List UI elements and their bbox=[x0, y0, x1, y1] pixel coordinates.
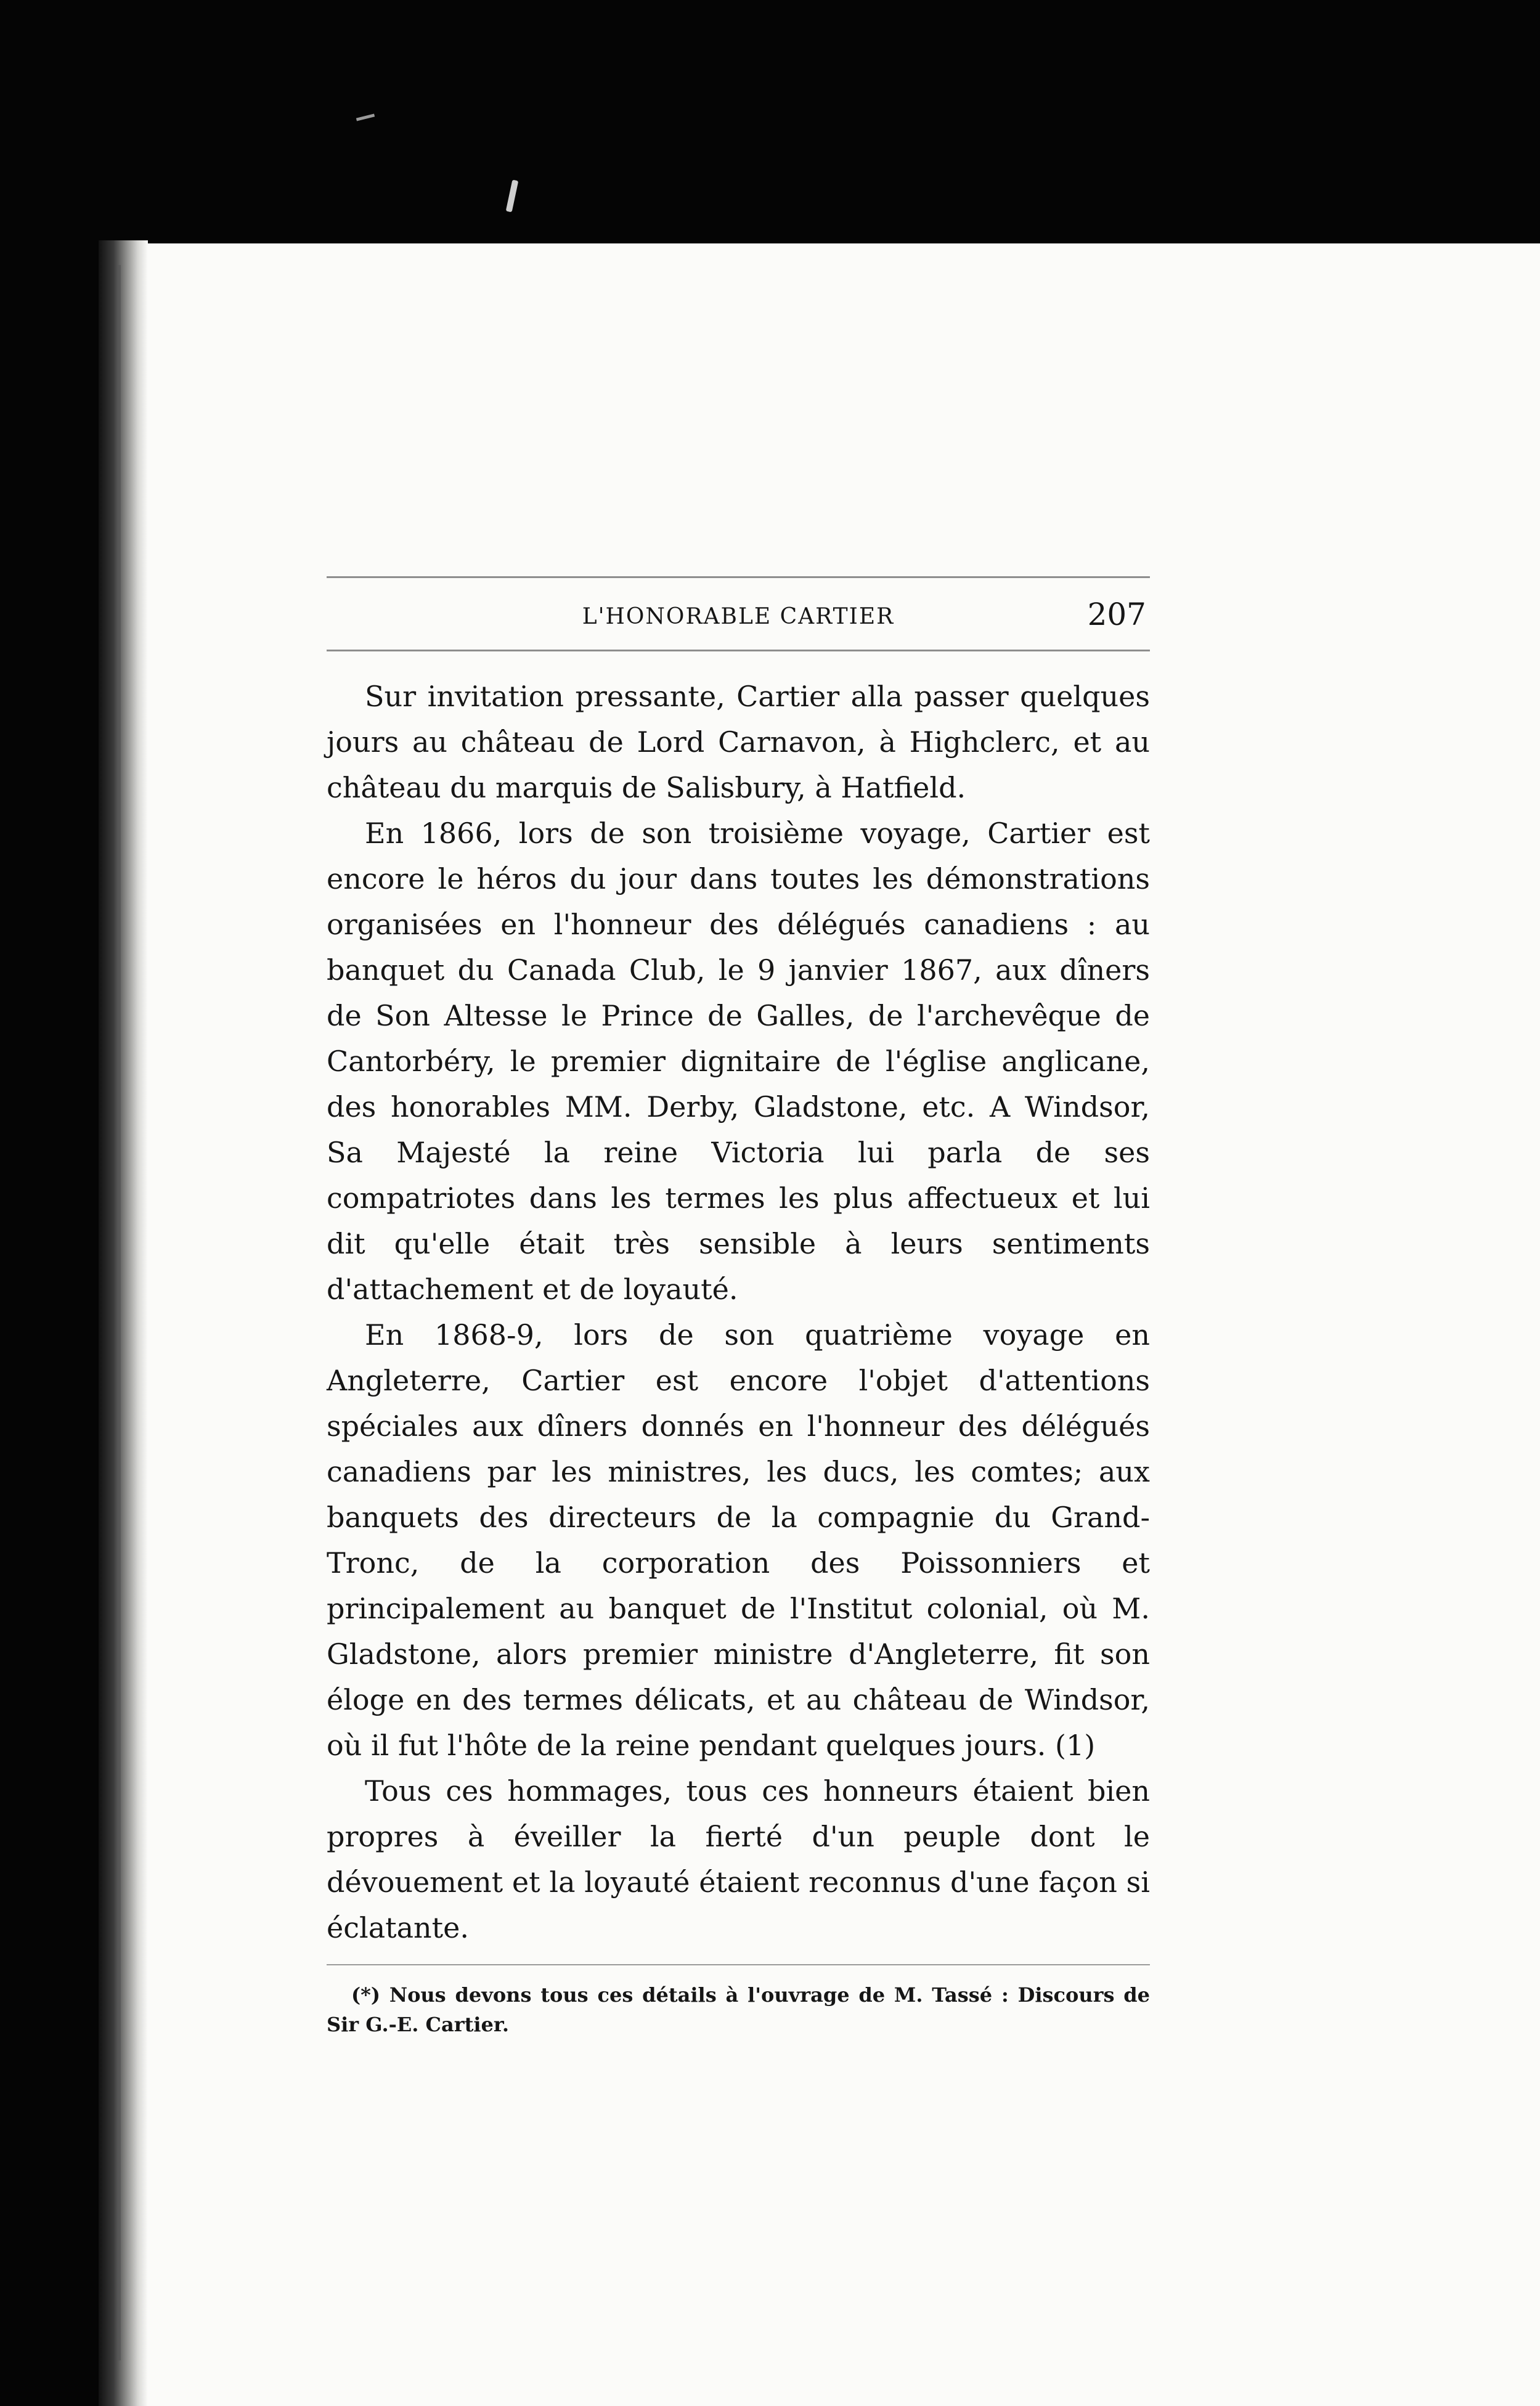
page-content bbox=[327, 576, 1150, 2039]
header-bottom-rule bbox=[327, 650, 1150, 651]
footnote: (*) Nous devons tous ces détails à l'ouvrage de M. Tassé : Discours de Sir G.-E. Cartier. bbox=[327, 1983, 1150, 2036]
body-text bbox=[327, 674, 1150, 1951]
running-head bbox=[327, 597, 1150, 643]
paragraph: En 1868-9, lors de son quatrième voyage en Angleterre, Cartier est encore l'objet d'attentions spéciales aux dîners donnés en l'honneur des délégués canadiens par les ministres, les ducs, les comtes; aux banquets des directeurs de la compagnie du Grand-Tronc, de la corporation des Poissonniers et principalement au banquet de l'Institut colonial, où M. Gladstone, alors premier ministre d'Angleterre, fit son éloge en des termes délicats, et au château de Windsor, où il fut l'hôte de la reine pendant quelques jours. (1) bbox=[327, 1318, 1150, 1762]
running-title: L'HONORABLE CARTIER bbox=[582, 604, 895, 629]
paragraph: Sur invitation pressante, Cartier alla passer quelques jours au château de Lord Carnavon, à Highclerc, et au château du marquis de Salisbury, à Hatfield. bbox=[327, 680, 1150, 804]
paragraph: En 1866, lors de son troisième voyage, Cartier est encore le héros du jour dans toutes les démonstrations organisées en l'honneur des délégués canadiens : au banquet du Canada Club, le 9 janvier 1867, aux dîners de Son Altesse le Prince de Galles, de l'archevêque de Cantorbéry, le premier dignitaire de l'église anglicane, des honorables MM. Derby, Gladstone, etc. A Windsor, Sa Majesté la reine Victoria lui parla de ses compatriotes dans les termes les plus affectueux et lui dit qu'elle était très sensible à leurs sentiments d'attachement et de loyauté. bbox=[327, 817, 1150, 1306]
header-top-rule bbox=[327, 576, 1150, 578]
book-gutter bbox=[99, 240, 148, 2406]
gutter-edge bbox=[117, 265, 121, 2360]
footnote-rule bbox=[327, 1964, 1150, 1965]
scan-artifact bbox=[356, 113, 375, 121]
page-number: 207 bbox=[1087, 597, 1146, 632]
paragraph: Tous ces hommages, tous ces honneurs étaient bien propres à éveiller la fierté d'un peuple dont le dévouement et la loyauté étaient reconnus d'une façon si éclatante. bbox=[327, 1774, 1150, 1944]
scan-artifact bbox=[506, 180, 519, 213]
